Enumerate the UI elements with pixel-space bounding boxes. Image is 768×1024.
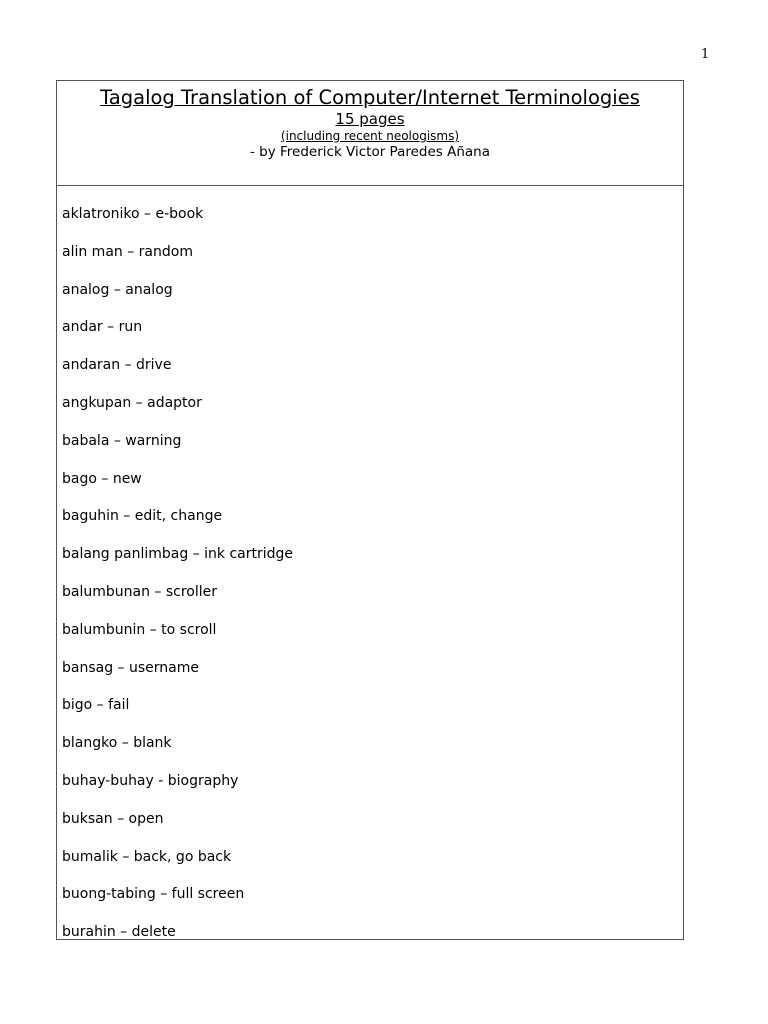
term-entry: angkupan – adaptor — [62, 394, 202, 411]
author-line: - by Frederick Victor Paredes Añana — [249, 144, 491, 160]
term-entry: bago – new — [62, 470, 142, 487]
term-entry: alin man – random — [62, 243, 193, 260]
term-entry: andaran – drive — [62, 357, 172, 374]
term-entry: aklatroniko – e-book — [62, 206, 204, 222]
subtitle-note: (including recent neologisms) — [280, 129, 460, 143]
term-entry: analog – analog — [62, 281, 173, 298]
term-entry: buksan – open — [62, 810, 164, 827]
term-list — [62, 205, 293, 961]
term-entry: bumalik – back, go back — [62, 848, 232, 865]
term-entry: balang panlimbag – ink cartridge — [62, 546, 294, 563]
document-title: Tagalog Translation of Computer/Internet Terminologies — [100, 86, 640, 109]
term-entry: balumbunan – scroller — [62, 583, 218, 600]
term-entry: baguhin – edit, change — [62, 508, 223, 525]
term-entry: buong-tabing – full screen — [62, 886, 245, 903]
page-count: 15 pages — [335, 110, 405, 128]
document-header — [57, 81, 683, 186]
page-number: 1 — [701, 47, 710, 62]
term-entry: burahin – delete — [62, 924, 176, 941]
term-entry: buhay-buhay - biography — [62, 772, 239, 789]
term-entry: bigo – fail — [62, 697, 130, 714]
term-entry: babala – warning — [62, 432, 182, 449]
term-entry: balumbunin – to scroll — [62, 621, 217, 638]
glossary-table — [56, 80, 684, 940]
term-entry: blangko – blank — [62, 735, 172, 752]
term-entry: bansag – username — [62, 659, 199, 676]
term-entry: andar – run — [62, 319, 143, 336]
